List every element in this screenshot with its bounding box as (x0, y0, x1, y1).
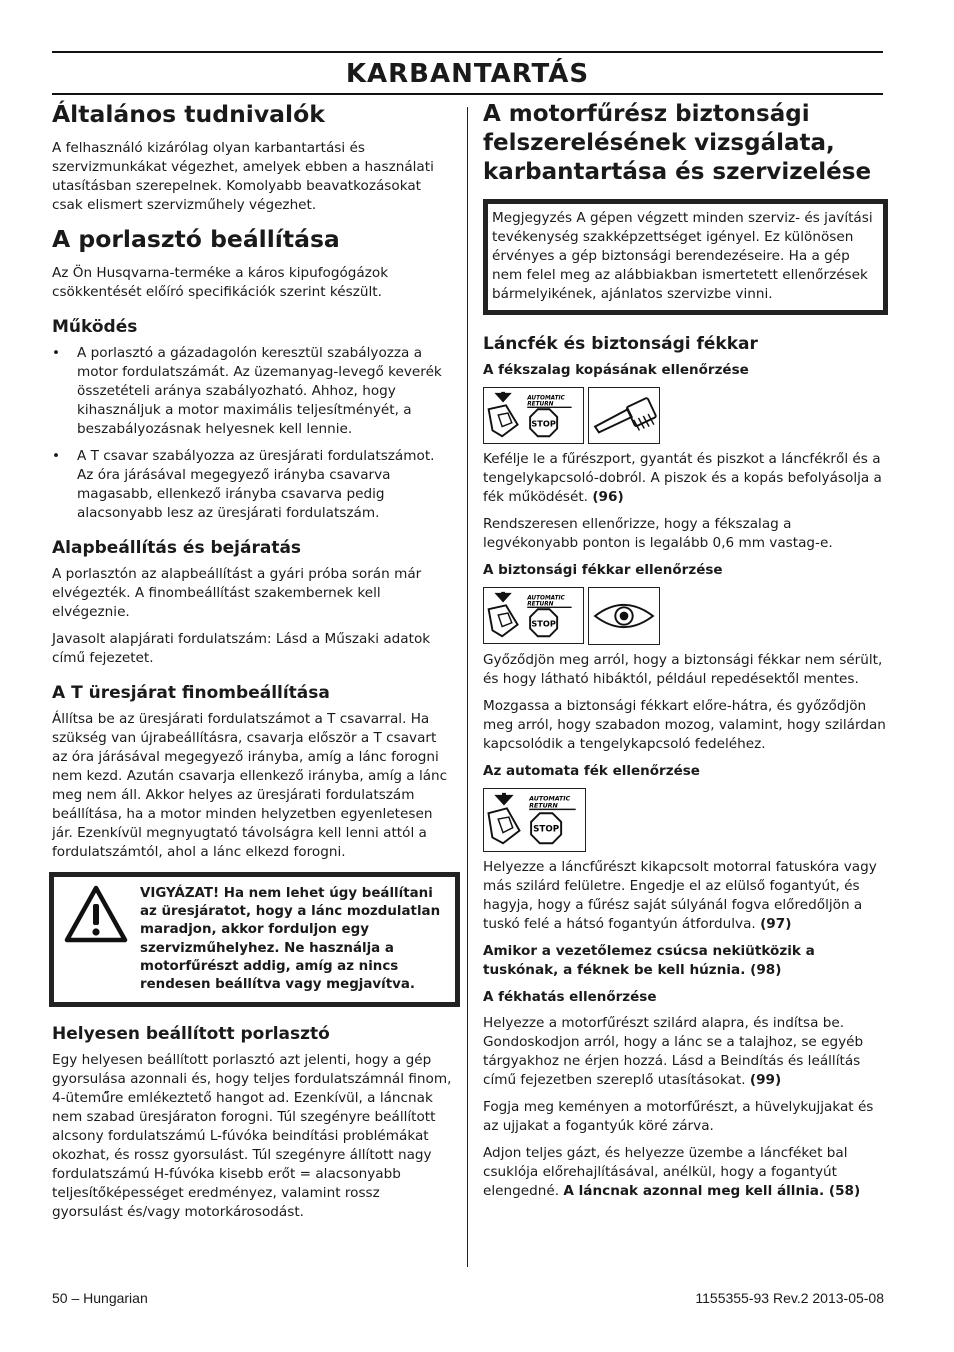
warning-text: VIGYÁZAT! Ha nem lehet úgy beállítani az üresjáratot, hogy a lánc mozdulatlan maradjon, akkor forduljon egy szervizműhelyhez. Ne használja a motorfűrészt addig, amíg az nincs rendesen beállítva vagy megjavítva. (140, 886, 441, 993)
operation-list (52, 344, 452, 523)
right-column (483, 100, 888, 1209)
heading-kickback-guard: A biztonsági fékkar ellenőrzése (483, 562, 723, 578)
chainbrake-service-icon (483, 587, 584, 644)
brake-band-paragraph-2: Rendszeresen ellenőrizze, hogy a fékszalag a legvékonyabb ponton is legalább 0,6 mm vastag-e. (483, 516, 833, 551)
inertia-brake-paragraph-1: Helyezze a láncfűrészt kikapcsolt motorral fatuskóra vagy más szilárd felületre. Engedje el az elülső fogantyút, és hagyja, hogy a fűrész saját súlyánál fogva előredőljön a tuskó felé a hátsó fogantyún átfordulva. (97) (483, 859, 877, 932)
icon-row-inertia-brake (483, 788, 888, 852)
heading-carburetor: A porlasztó beállítása (52, 225, 340, 253)
footer-page-number: 50 – Hungarian (52, 1290, 148, 1306)
heading-correct-carburetor: Helyesen beállított porlasztó (52, 1024, 330, 1045)
svg-text:RETURN: RETURN (529, 802, 558, 810)
icon-row-brake-band (483, 387, 888, 444)
heading-inertia-brake: Az automata fék ellenőrzése (483, 763, 700, 779)
carburetor-paragraph: Az Ön Husqvarna-terméke a káros kipufogógázok csökkentését előíró specifikációk szerint készült. (52, 265, 389, 300)
svg-text:RETURN: RETURN (527, 401, 554, 408)
kickback-guard-paragraph-2: Mozgassa a biztonsági fékkart előre-hátra, és győződjön meg arról, hogy szabadon mozog, valamint, hogy szilárdan kapcsolódik a tengelykapcsoló fedeléhez. (483, 698, 886, 752)
footer-document-id: 1155355-93 Rev.2 2013-05-08 (695, 1290, 884, 1306)
heading-operation: Működés (52, 317, 138, 337)
heading-idle-adjust: A T üresjárat finombeállítása (52, 683, 330, 703)
top-rule (52, 51, 883, 53)
note-box (483, 199, 888, 315)
heading-general: Általános tudnivalók (52, 100, 325, 128)
left-column (52, 100, 452, 1230)
list-item: • A porlasztó a gázadagolón keresztül szabályozza a motor fordulatszámát. Az üzemanyag-levegő keverék összetételi aránya szabályozható. Ahhoz, hogy kihasználjuk a motor maximális teljesítményét, a beszabályozásnak helyesnek kell lennie. (52, 344, 452, 439)
svg-text:RETURN: RETURN (527, 601, 554, 608)
basic-setting-paragraph-1: A porlasztón az alapbeállítást a gyári próba során már elvégezték. A finombeállítást szakembernek kell elvégeznie. (52, 566, 422, 620)
page-title: KARBANTARTÁS (345, 59, 590, 89)
brake-function-paragraph-3: Adjon teljes gázt, és helyezze üzembe a láncféket bal csuklója előrehajlításával, anélkül, hogy a fogantyút elengedné. A láncnak azonnal meg kell állnia. (58) (483, 1145, 861, 1199)
heading-brake-function: A fékhatás ellenőrzése (483, 989, 657, 1005)
warning-box (49, 872, 460, 1007)
svg-text:STOP: STOP (531, 418, 556, 429)
heading-basic-setting: Alapbeállítás és bejáratás (52, 538, 302, 558)
brake-function-paragraph-2: Fogja meg keményen a motorfűrészt, a hüvelykujjakat és az ujjakat a fogantyúk köré zárva. (483, 1099, 874, 1134)
brake-function-paragraph-1: Helyezze a motorfűrészt szilárd alapra, és indítsa be. Gondoskodjon arról, hogy a lánc se a talajhoz, se egyéb tárgyakhoz ne érjen hozzá. Lásd a Beindítás és leállítás című fejezetben szereplő utasításokat. (99) (483, 1015, 864, 1088)
idle-adjust-paragraph: Állítsa be az üresjárati fordulatszámot a T csavarral. Ha szükség van újrabeállításra, csavarja először a T csavart az óra járásával megegyező irányba, amíg a lánc forogni nem kezd. Azután csavarja ellenkező irányba, amíg a lánc meg nem áll. Akkor helyes az üresjárati fordulatszám beállítása, ha a motor minden helyzetben egyenletesen jár. Ezenkívül megnyugtató távolságra kell lenni attól a fordulatszámtól, ahol a lánc elkezd forogni. (52, 711, 448, 860)
chainbrake-service-icon (483, 387, 584, 444)
chainbrake-service-icon (483, 788, 586, 852)
general-paragraph: A felhasználó kizárólag olyan karbantartási és szervizmunkákat végezhet, amelyek ebben a használati utasításban szerepelnek. Komolyabb beavatkozásokat csak elismert szervizműhely végezhet. (52, 140, 434, 213)
brush-icon (588, 387, 660, 444)
svg-text:STOP: STOP (533, 824, 560, 835)
svg-text:AUTOMATIC: AUTOMATIC (529, 795, 571, 803)
correct-carburetor-paragraph: Egy helyesen beállított porlasztó azt jelenti, hogy a gép gyorsulása azonnali és, hogy teljes fordulatszámnál finom, 4-ütemű̋re emlékeztető hangot ad. Ezenkívül, a láncnak nem szabad üresjáraton forogni. Túl szegényre beállított alcsony fordulatszámú L-fúvóka beindítási problémákat okozhat, és rossz gyorsulást. Túl szegényre állított nagy fordulatszámú H-fúvóka kisebb erőt = alacsonyabb teljesítőképességet eredményez, valamint rossz gyorsulást és/vagy motorkárosodást. (52, 1052, 452, 1221)
eye-icon (588, 587, 660, 645)
svg-text:STOP: STOP (531, 618, 556, 629)
title-rule (52, 93, 883, 95)
kickback-guard-paragraph-1: Győződjön meg arról, hogy a biztonsági fékkar nem sérült, és hogy látható hibáktól, például repedésektől mentes. (483, 652, 883, 687)
svg-text:AUTOMATIC: AUTOMATIC (527, 595, 565, 602)
inertia-brake-paragraph-2: Amikor a vezetőlemez csúcsa nekiütközik a tuskónak, a féknek be kell húznia. (98) (483, 943, 815, 978)
svg-text:AUTOMATIC: AUTOMATIC (527, 395, 565, 402)
icon-row-kickback-guard (483, 587, 888, 645)
heading-chain-brake: Láncfék és biztonsági fékkar (483, 334, 758, 354)
note-text: Megjegyzés A gépen végzett minden szerviz- és javítási tevékenység szakképzettséget igényel. Ez különösen érvényes a gép biztonsági berendezéseire. Ha a gép nem felel meg az alábbiakban ismertetett ellenőrzések bármelyikének, ajánlatos szervizbe vinni. (492, 210, 873, 302)
warning-triangle-icon (64, 885, 128, 943)
heading-safety-equipment: A motorfűrész biztonsági felszerelésének vizsgálata, karbantartása és szervizelése (483, 101, 872, 185)
brake-band-paragraph-1: Kefélje le a fűrészport, gyantát és piszkot a láncfékről és a tengelykapcsoló-dobról. A piszok és a kopás befolyásolja a fék működését. (96) (483, 451, 882, 505)
column-divider (467, 107, 468, 1267)
heading-brake-band: A fékszalag kopásának ellenőrzése (483, 362, 749, 378)
basic-setting-paragraph-2: Javasolt alapjárati fordulatszám: Lásd a Műszaki adatok című fejezetet. (52, 631, 431, 666)
list-item: • A T csavar szabályozza az üresjárati fordulatszámot. Az óra járásával megegyező irányba csavarva magasabb, ellenkező irányba csavarva pedig alacsonyabb lesz az üresjárati fordulatszám. (52, 447, 452, 523)
